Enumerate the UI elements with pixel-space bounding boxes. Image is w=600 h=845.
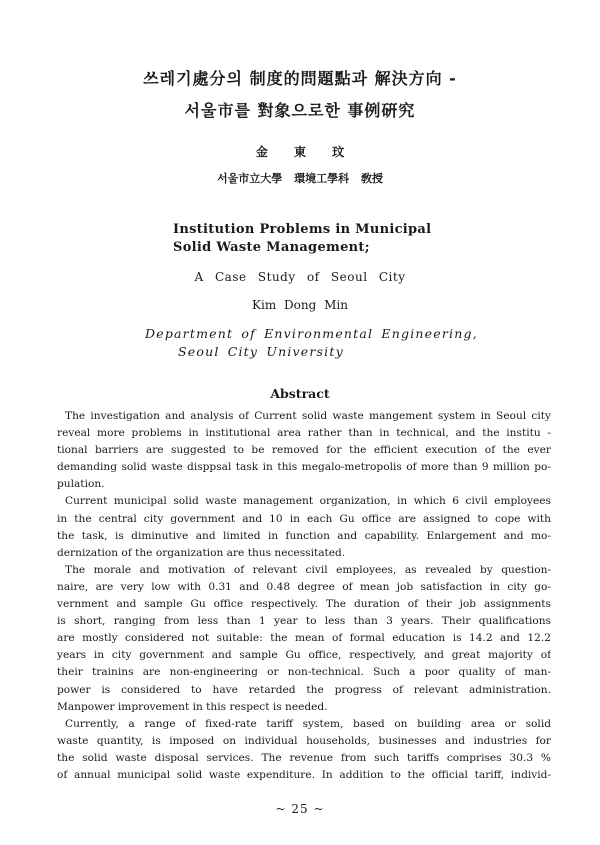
abstract-line: Manpower improvement in this respect is needed. [57, 700, 328, 713]
english-title-line-2: Solid Waste Management; [173, 240, 370, 255]
page-number: ~ 25 ~ [275, 802, 325, 816]
english-subtitle: A Case Study of Seoul City [194, 270, 406, 284]
abstract-line: waste quantity, is imposed on individual households, businesses and industries for [57, 734, 551, 747]
abstract-line: vernment and sample Gu office respectively. The duration of their job assignments [57, 598, 551, 611]
abstract-paragraph-2 [57, 493, 551, 561]
abstract-paragraph-3 [57, 562, 551, 716]
abstract-line: naire, are very low with 0.31 and 0.48 degree of mean job satisfaction in city go- [57, 580, 551, 593]
abstract-line: years in city government and sample Gu office, respectively, and great majority of [57, 649, 551, 662]
abstract-heading: Abstract [270, 386, 330, 401]
abstract-line: the task, is diminutive and limited in function and capability. Enlargement and mo- [57, 529, 551, 542]
korean-affiliation: 서울市立大學 環境工學科 敎授 [217, 172, 383, 185]
abstract-line: is short, ranging from less than 1 year to less than 3 years. Their qualifications [57, 615, 551, 628]
korean-title-line-2: 서울市를 對象으로한 事例硏究 [184, 101, 416, 120]
department-line-2: Seoul City University [178, 344, 344, 359]
abstract-paragraph-1 [57, 408, 551, 493]
abstract-line: pulation. [57, 478, 105, 491]
abstract-line: are mostly considered not suitable: the mean of formal education is 14.2 and 12.2 [57, 632, 551, 645]
abstract-line: demanding solid waste disppsal task in this megalo-metropolis of more than 9 million po- [57, 461, 551, 474]
abstract-line: The morale and motivation of relevant civil employees, as revealed by question- [65, 563, 551, 576]
abstract-line: dernization of the organization are thus necessitated. [57, 546, 346, 559]
abstract-body [57, 408, 551, 784]
abstract-line: tional barriers are suggested to be removed for the efficient execution of the ever [57, 444, 551, 457]
abstract-line: their trainins are non-engineering or non-technical. Such a poor quality of man- [57, 666, 551, 679]
korean-author: 金 東 玟 [255, 145, 345, 159]
abstract-line: Current municipal solid waste management organization, in which 6 civil employees [65, 495, 551, 508]
abstract-line: of annual municipal solid waste expenditure. In addition to the official tariff, individ- [57, 768, 551, 781]
english-title-line-1: Institution Problems in Municipal [173, 222, 432, 237]
abstract-paragraph-4 [57, 716, 551, 784]
abstract-line: Currently, a range of fixed-rate tariff system, based on building area or solid [65, 717, 551, 730]
abstract-line: the solid waste disposal services. The revenue from such tariffs comprises 30.3 % [57, 751, 551, 764]
abstract-line: in the central city government and 10 in each Gu office are assigned to cope with [57, 512, 551, 525]
english-author: Kim Dong Min [252, 298, 348, 312]
department-line-1: Department of Environmental Engineering, [145, 326, 478, 341]
abstract-line: power is considered to have retarded the progress of relevant administration. [57, 683, 551, 696]
abstract-line: The investigation and analysis of Current solid waste mangement system in Seoul city [65, 410, 551, 422]
korean-title-line-1: 쓰레기處分의 制度的問題點과 解決方向 - [143, 69, 457, 88]
abstract-line: reveal more problems in institutional area rather than in technical, and the institu - [57, 427, 551, 440]
